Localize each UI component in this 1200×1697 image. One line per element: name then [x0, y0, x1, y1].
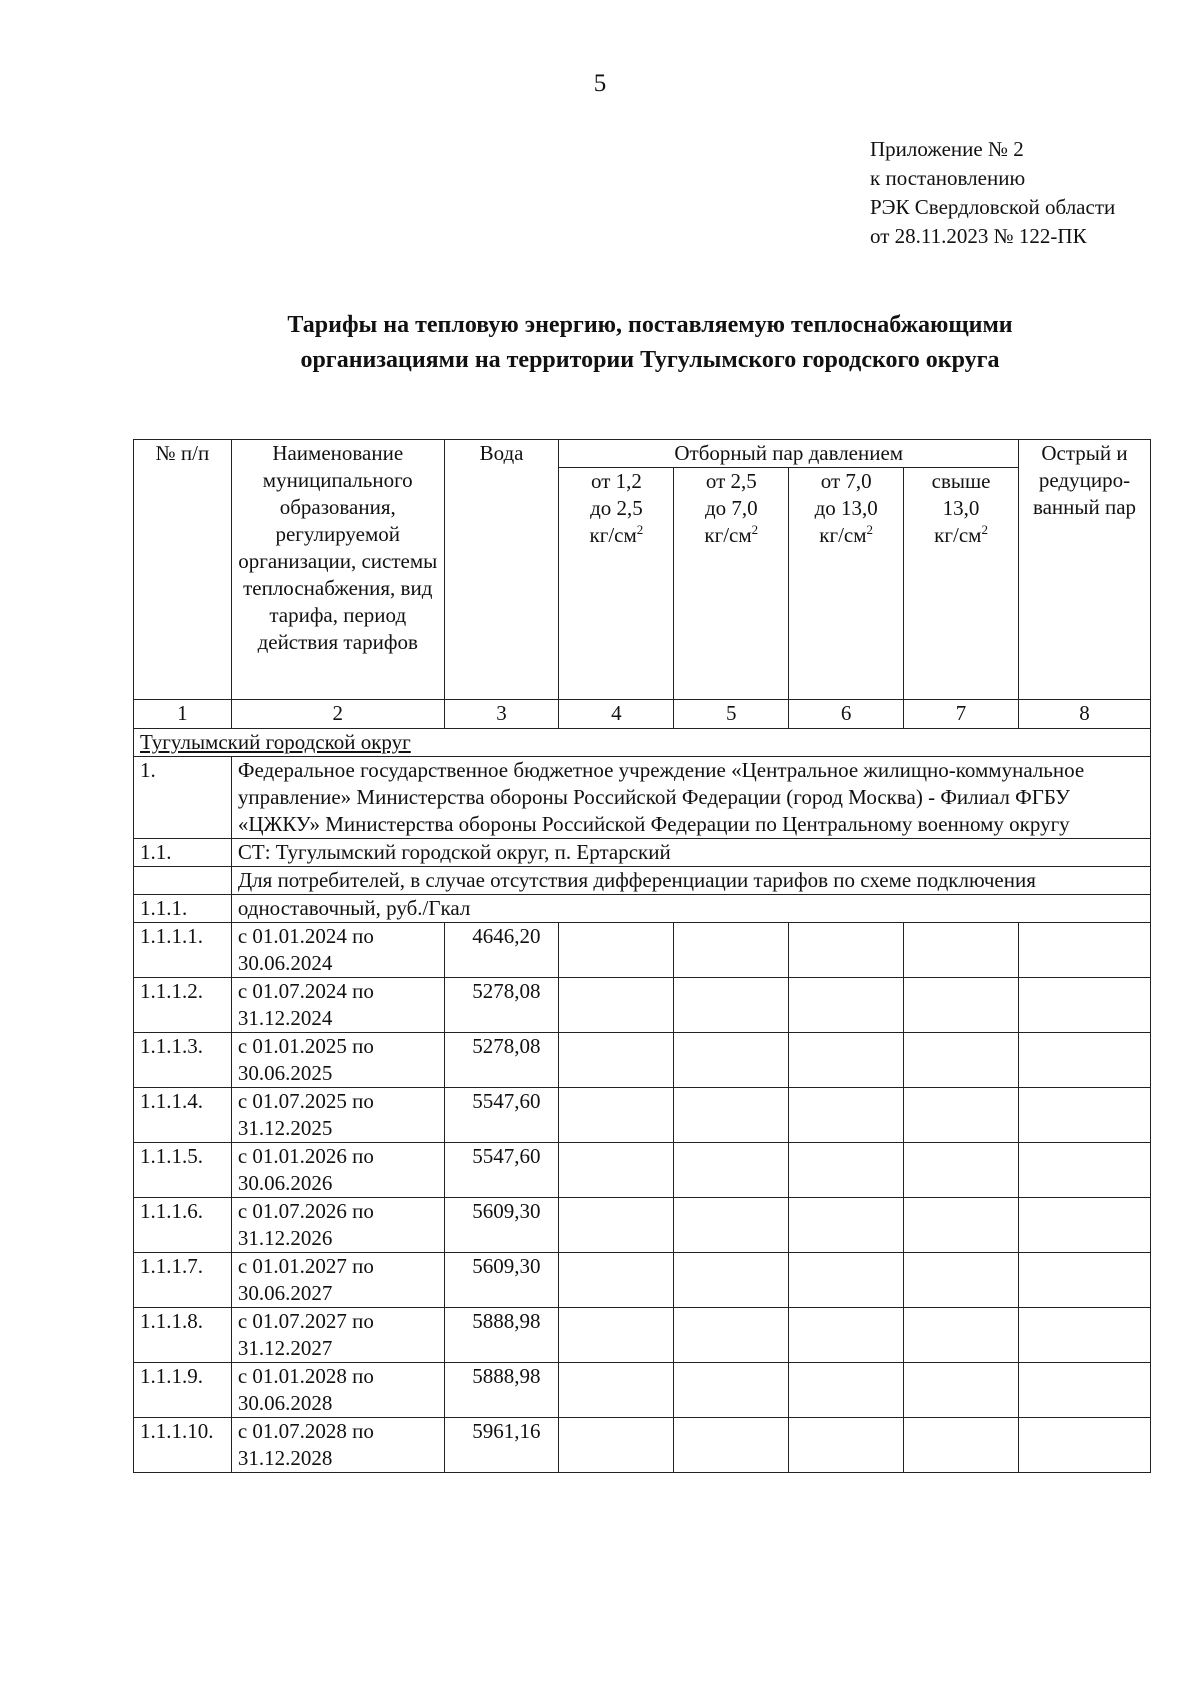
row-period: с 01.07.2027 по 31.12.2027	[231, 1308, 444, 1363]
row-steam-4	[904, 978, 1019, 1033]
table-row	[134, 1033, 1151, 1088]
row-steam-1	[559, 978, 674, 1033]
header-water: Вода	[444, 440, 559, 700]
row-period: с 01.07.2025 по 31.12.2025	[231, 1088, 444, 1143]
column-number: 6	[789, 700, 904, 729]
row-period: с 01.01.2024 по 30.06.2024	[231, 923, 444, 978]
header-steam-3-line2: до 13,0	[814, 496, 878, 520]
row-period: с 01.01.2028 по 30.06.2028	[231, 1363, 444, 1418]
row-steam-1	[559, 923, 674, 978]
unit-text: кг/см	[819, 523, 867, 547]
district-name: Тугулымский городской округ	[134, 729, 1151, 757]
table-row	[134, 1418, 1151, 1473]
row-sharp-steam	[1019, 978, 1151, 1033]
row-steam-4	[904, 1418, 1019, 1473]
header-steam-2-line1: от 2,5	[705, 469, 757, 493]
row-steam-4	[904, 1033, 1019, 1088]
row-sharp-steam	[1019, 1088, 1151, 1143]
row-steam-2	[674, 1143, 789, 1198]
appendix-block	[870, 135, 1115, 251]
unit-text: кг/см	[589, 523, 637, 547]
row-water: 5961,16	[444, 1418, 559, 1473]
row-steam-2	[674, 1198, 789, 1253]
row-num: 1.1.1.9.	[134, 1363, 232, 1418]
header-steam-group: Отборный пар давлением	[559, 440, 1019, 468]
header-steam-3-unit	[795, 522, 897, 549]
row-num: 1.1.1.6.	[134, 1198, 232, 1253]
table-row	[134, 978, 1151, 1033]
row-sharp-steam	[1019, 1143, 1151, 1198]
row-water: 5888,98	[444, 1363, 559, 1418]
appendix-line: к постановлению	[870, 166, 1026, 190]
row-sharp-steam	[1019, 1253, 1151, 1308]
row-steam-3	[789, 1418, 904, 1473]
row-steam-3	[789, 1033, 904, 1088]
appendix-line: РЭК Свердловской области	[870, 195, 1116, 219]
row-period: с 01.07.2028 по 31.12.2028	[231, 1418, 444, 1473]
column-number: 1	[134, 700, 232, 729]
row-steam-2	[674, 1308, 789, 1363]
header-num: № п/п	[134, 440, 232, 700]
row-num: 1.1.1.8.	[134, 1308, 232, 1363]
row-num: 1.1.1.5.	[134, 1143, 232, 1198]
row-water: 5278,08	[444, 1033, 559, 1088]
tariff-rows	[134, 923, 1151, 1473]
header-steam-1	[559, 468, 674, 700]
row-steam-4	[904, 1198, 1019, 1253]
column-number: 2	[231, 700, 444, 729]
column-number: 5	[674, 700, 789, 729]
document-title	[150, 308, 1150, 378]
row-steam-3	[789, 1198, 904, 1253]
tariff-type-row	[134, 895, 1151, 923]
row-water: 5609,30	[444, 1198, 559, 1253]
row-water: 5278,08	[444, 978, 559, 1033]
unit-text: кг/см	[704, 523, 752, 547]
column-number: 3	[444, 700, 559, 729]
row-steam-3	[789, 1143, 904, 1198]
row-period: с 01.01.2026 по 30.06.2026	[231, 1143, 444, 1198]
row-steam-4	[904, 1253, 1019, 1308]
header-steam-2-unit	[680, 522, 782, 549]
row-steam-4	[904, 923, 1019, 978]
table-row	[134, 1308, 1151, 1363]
row-num: 1.1.1.7.	[134, 1253, 232, 1308]
row-steam-1	[559, 1088, 674, 1143]
header-sharp-steam: Острый и редуциро-ванный пар	[1019, 440, 1151, 700]
row-steam-2	[674, 1088, 789, 1143]
row-steam-1	[559, 1308, 674, 1363]
row-steam-2	[674, 1363, 789, 1418]
tariff-type-num: 1.1.1.	[134, 895, 232, 923]
row-water: 5547,60	[444, 1143, 559, 1198]
table-row	[134, 1088, 1151, 1143]
row-steam-3	[789, 923, 904, 978]
row-water: 5888,98	[444, 1308, 559, 1363]
column-number: 7	[904, 700, 1019, 729]
unit-text: кг/см	[934, 523, 982, 547]
row-steam-1	[559, 1143, 674, 1198]
row-steam-1	[559, 1253, 674, 1308]
unit-sup: 2	[636, 522, 644, 537]
row-water: 5609,30	[444, 1253, 559, 1308]
header-steam-3-line1: от 7,0	[820, 469, 872, 493]
consumers-text: Для потребителей, в случае отсутствия дифференциации тарифов по схеме подключения	[231, 867, 1150, 895]
row-sharp-steam	[1019, 1363, 1151, 1418]
row-steam-2	[674, 978, 789, 1033]
tariff-type-name: одноставочный, руб./Гкал	[231, 895, 1150, 923]
row-steam-1	[559, 1033, 674, 1088]
title-line-2: организациями на территории Тугулымского городского округа	[300, 347, 1000, 373]
row-steam-3	[789, 978, 904, 1033]
row-sharp-steam	[1019, 1033, 1151, 1088]
row-steam-4	[904, 1088, 1019, 1143]
table-row	[134, 1143, 1151, 1198]
row-steam-2	[674, 1418, 789, 1473]
row-sharp-steam	[1019, 1198, 1151, 1253]
row-steam-3	[789, 1363, 904, 1418]
row-steam-3	[789, 1088, 904, 1143]
row-num: 1.1.1.4.	[134, 1088, 232, 1143]
row-steam-3	[789, 1253, 904, 1308]
row-water: 4646,20	[444, 923, 559, 978]
row-period: с 01.01.2027 по 30.06.2027	[231, 1253, 444, 1308]
header-steam-1-line1: от 1,2	[590, 469, 642, 493]
header-name: Наименование муниципального образования, регулируемой организации, системы теплоснабжения, вид тарифа, период действия тарифов	[231, 440, 444, 700]
system-name: СТ: Тугулымский городской округ, п. Ертарский	[231, 839, 1150, 867]
unit-sup: 2	[981, 522, 988, 537]
district-row	[134, 729, 1151, 757]
header-steam-4-line1: свыше	[931, 469, 991, 493]
column-number: 8	[1019, 700, 1151, 729]
row-sharp-steam	[1019, 1308, 1151, 1363]
header-steam-2	[674, 468, 789, 700]
row-steam-4	[904, 1363, 1019, 1418]
row-steam-4	[904, 1143, 1019, 1198]
unit-sup: 2	[751, 522, 759, 537]
appendix-line: от 28.11.2023 № 122-ПК	[870, 224, 1087, 248]
table-row	[134, 1198, 1151, 1253]
header-steam-4	[904, 468, 1019, 700]
system-row	[134, 839, 1151, 867]
table-row	[134, 1363, 1151, 1418]
header-steam-2-line2: до 7,0	[704, 496, 758, 520]
row-steam-1	[559, 1363, 674, 1418]
row-steam-2	[674, 923, 789, 978]
table-row	[134, 923, 1151, 978]
row-steam-1	[559, 1198, 674, 1253]
row-num: 1.1.1.10.	[134, 1418, 232, 1473]
page-number: 5	[593, 70, 607, 97]
header-steam-1-line2: до 2,5	[590, 496, 643, 520]
row-period: с 01.07.2024 по 31.12.2024	[231, 978, 444, 1033]
consumers-num	[134, 867, 232, 895]
row-steam-3	[789, 1308, 904, 1363]
row-steam-2	[674, 1033, 789, 1088]
column-number: 4	[559, 700, 674, 729]
organization-num: 1.	[134, 757, 232, 839]
title-line-1: Тарифы на тепловую энергию, поставляемую теплоснабжающими	[287, 312, 1013, 338]
table-row	[134, 1253, 1151, 1308]
row-sharp-steam	[1019, 923, 1151, 978]
row-period: с 01.07.2026 по 31.12.2026	[231, 1198, 444, 1253]
organization-row	[134, 757, 1151, 839]
appendix-line: Приложение № 2	[870, 137, 1024, 161]
system-num: 1.1.	[134, 839, 232, 867]
row-steam-4	[904, 1308, 1019, 1363]
row-sharp-steam	[1019, 1418, 1151, 1473]
row-num: 1.1.1.2.	[134, 978, 232, 1033]
row-period: с 01.01.2025 по 30.06.2025	[231, 1033, 444, 1088]
header-steam-1-unit	[565, 522, 667, 549]
column-number-row	[134, 700, 1151, 729]
row-steam-1	[559, 1418, 674, 1473]
header-steam-3	[789, 468, 904, 700]
row-water: 5547,60	[444, 1088, 559, 1143]
row-num: 1.1.1.1.	[134, 923, 232, 978]
row-steam-2	[674, 1253, 789, 1308]
consumers-row	[134, 867, 1151, 895]
row-num: 1.1.1.3.	[134, 1033, 232, 1088]
tariff-table	[133, 439, 1151, 1473]
header-steam-4-unit	[910, 522, 1012, 549]
organization-name: Федеральное государственное бюджетное учреждение «Центральное жилищно-коммунальное управление» Министерства обороны Российской Федерации (город Москва) - Филиал ФГБУ «ЦЖКУ» Министерства обороны Российской Федерации по Центральному военному округу	[231, 757, 1150, 839]
header-steam-4-line2: 13,0	[942, 496, 980, 520]
unit-sup: 2	[866, 522, 874, 537]
